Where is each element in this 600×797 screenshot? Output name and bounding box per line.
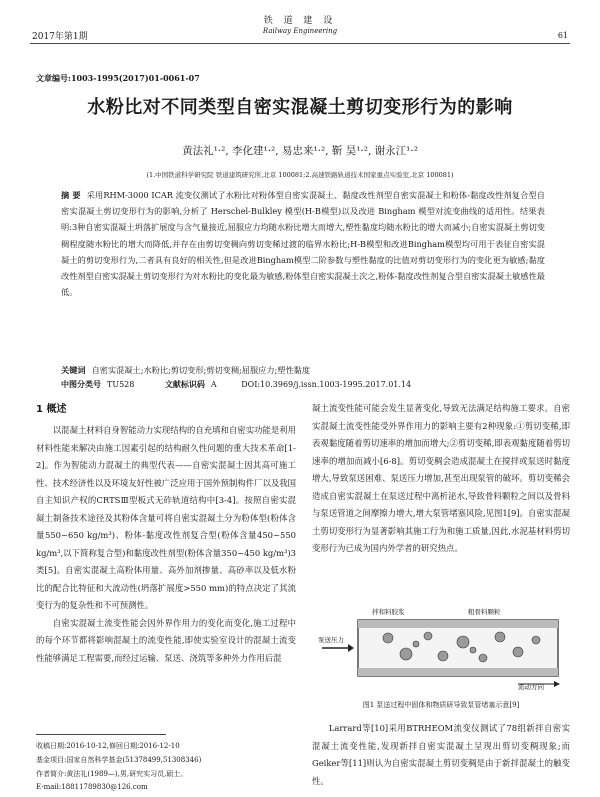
label-flow: 流动方向	[518, 683, 544, 690]
journal-name-en: Railway Engineering	[262, 27, 338, 35]
paragraph: 以混凝土材料自身智能动力实现结构的自充填和自密实功能是利用材料性能来解决由施工因素引起的结构耐久性问题的重大技术革命[1-2]。作为智能动力混凝土的典型代表——自密实混凝土因其高可施工性、技术经济性以及环境友好性被广泛应用于国外预制构件厂以及我国自主知识产权的CRTSⅢ型板式无砟轨道结构中[3-4]。按照自密实混凝土制备技术途径及其粉体含量可将自密实混凝土分为粉体型(粉体含量550~650 kg/m³)、粉体-黏度改性剂复合型(粉体含量450~550 kg/m³,以下简称复合型)和黏度改性剂型(粉体含量350~450 kg/m³)3类[5]。自密实混凝土高粉体用量、高外加剂掺量、高砂率以及低水粉比的配合比特征和大流动性(坍落扩展度>550 mm)的特点决定了其流变行为的复杂性和不可预测性。	[36, 425, 296, 610]
doc-code-label: 文献标识码	[164, 379, 205, 389]
keywords	[61, 362, 545, 378]
pump-pipe-figure	[318, 604, 568, 690]
journal-issue: 2017年第1期	[32, 32, 88, 42]
right-column-top	[312, 400, 570, 558]
doc-code-value: A	[210, 380, 217, 389]
clc-value: TU528	[107, 380, 135, 389]
header-rule	[30, 43, 570, 44]
clc-label: 中图分类号	[61, 379, 101, 389]
keywords-text: 自密实混凝土;水粉比;剪切变形;剪切变稠;屈服应力;塑性黏度	[91, 365, 311, 375]
abstract-text: 采用RHM-3000 ICAR 流变仪测试了水粉比对粉体型自密实混凝土、黏度改性剂型自密实混凝土和粉体-黏度改性剂复合型自密实混凝土剪切变形行为的影响,分析了 Herschel-Bulkley 模型(H-B模型)以及改进 Bingham 模型对流变曲线的适用性。结果表明:3种自密实混凝土坍落扩展度与含气量接近,屈服应力均随水粉比增大而增大,塑性黏度均随水粉比的增大而减小;自密实混凝土剪切变稠程度随水粉比的增大而降低,并存在由剪切变稠向剪切变稀过渡的临界水粉比;H-B模型和改进Bingham模型均可用于表征自密实混凝土的剪切变形行为,二者具有良好的相关性,但是改进Bingham模型二阶参数与塑性黏度的比值对剪切变形行为的变化更为敏感;黏度改性剂型自密实混凝土剪切变形行为对水粉比的变化最为敏感,粉体型自密实混凝土次之,粉体-黏度改性剂复合型自密实混凝土敏感性最低。	[61, 190, 545, 298]
footnotes	[36, 740, 296, 795]
paragraph: 凝土流变性能可能会发生显著变化,导致无法满足结构施工要求。自密实混凝土流变性能受外界作用力的影响主要有2种现象:①剪切变稀,即表观黏度随着剪切速率的增加而增大;②剪切变稀,即表观黏度随着剪切速率的增加而减小[6-8]。剪切变稠会造成混凝土在搅拌或泵送时黏度增大,导致泵送困难、泵送压力增加,甚至出现泵管的破坏。剪切变稀会造成自密实混凝土在泵送过程中离析泌水,导致骨料颗粒之间以及骨料与泵送管道之间摩擦力增大,增大泵管堵塞风险,见图1[9]。自密实混凝土剪切变形行为显著影响其施工行为和施工质量,因此,水泥基材料剪切变形行为已成为国内外学者的研究热点。	[312, 403, 570, 553]
label-aggregate: 粗骨料颗粒	[468, 608, 501, 616]
journal-name-cn: 铁 道 建 设	[263, 16, 337, 26]
left-column	[36, 422, 296, 667]
right-column-bottom	[312, 720, 570, 790]
page-number: 61	[557, 31, 568, 40]
author-bio: 作者简介:黄法礼(1989—),男,研究实习员,硕士。	[36, 769, 188, 778]
abstract	[61, 187, 545, 300]
label-pressure: 泵送压力	[318, 636, 344, 644]
paragraph: 自密实混凝土流变性能会因外界作用力的变化而变化,施工过程中的每个环节都将影响混凝土的流变性能,即使实验室设计的混凝土流变性能够满足工程需要,而经过运输、泵送、浇筑等多种外力作用后混	[36, 617, 296, 663]
paragraph: Larrard等[10]采用BTRHEOM流变仪测试了78组新拌自密实混凝土流变性能,发现新拌自密实混凝土呈现出剪切变稠现象;而Geiker等[11]则认为自密实混凝土剪切变稠是由于新拌混凝土的触变性。	[312, 723, 570, 786]
label-mortar: 拌和料胶浆	[372, 608, 405, 616]
affiliation: (1.中国铁道科学研究院 铁道建筑研究所,北京 100081;2.高速铁路轨道技术国家重点实验室,北京 100081)	[146, 171, 454, 179]
footnote-rule	[36, 734, 166, 735]
pipe-wall-bottom	[358, 668, 558, 676]
abstract-label: 摘 要	[61, 190, 81, 200]
article-number: 文章编号:1003-1995(2017)01-0061-07	[36, 73, 200, 83]
fund-info: 基金项目:国家自然科学基金(51378499,51308346)	[36, 755, 202, 764]
doi: DOI:10.3969/j.issn.1003-1995.2017.01.14	[241, 380, 412, 389]
figure-caption: 图1 泵送过程中固体和物质研导致泵管堵塞示意[9]	[362, 701, 520, 709]
received-date: 收稿日期:2016-10-12,修回日期:2016-12-10	[36, 742, 180, 750]
pipe-wall-top	[358, 620, 558, 628]
classification-line	[61, 379, 545, 390]
section-heading: 1 概述	[36, 404, 67, 415]
author-list: 黄法礼¹·², 李化建¹·², 易忠来¹·², 靳 昊¹·², 谢永江¹·²	[182, 145, 418, 157]
paper-title: 水粉比对不同类型自密实混凝土剪切变形行为的影响	[87, 97, 513, 118]
author-email: E-mail:18811789830@126.com	[36, 783, 148, 792]
keywords-label: 关键词	[61, 365, 86, 375]
pipe-outline	[358, 620, 558, 676]
